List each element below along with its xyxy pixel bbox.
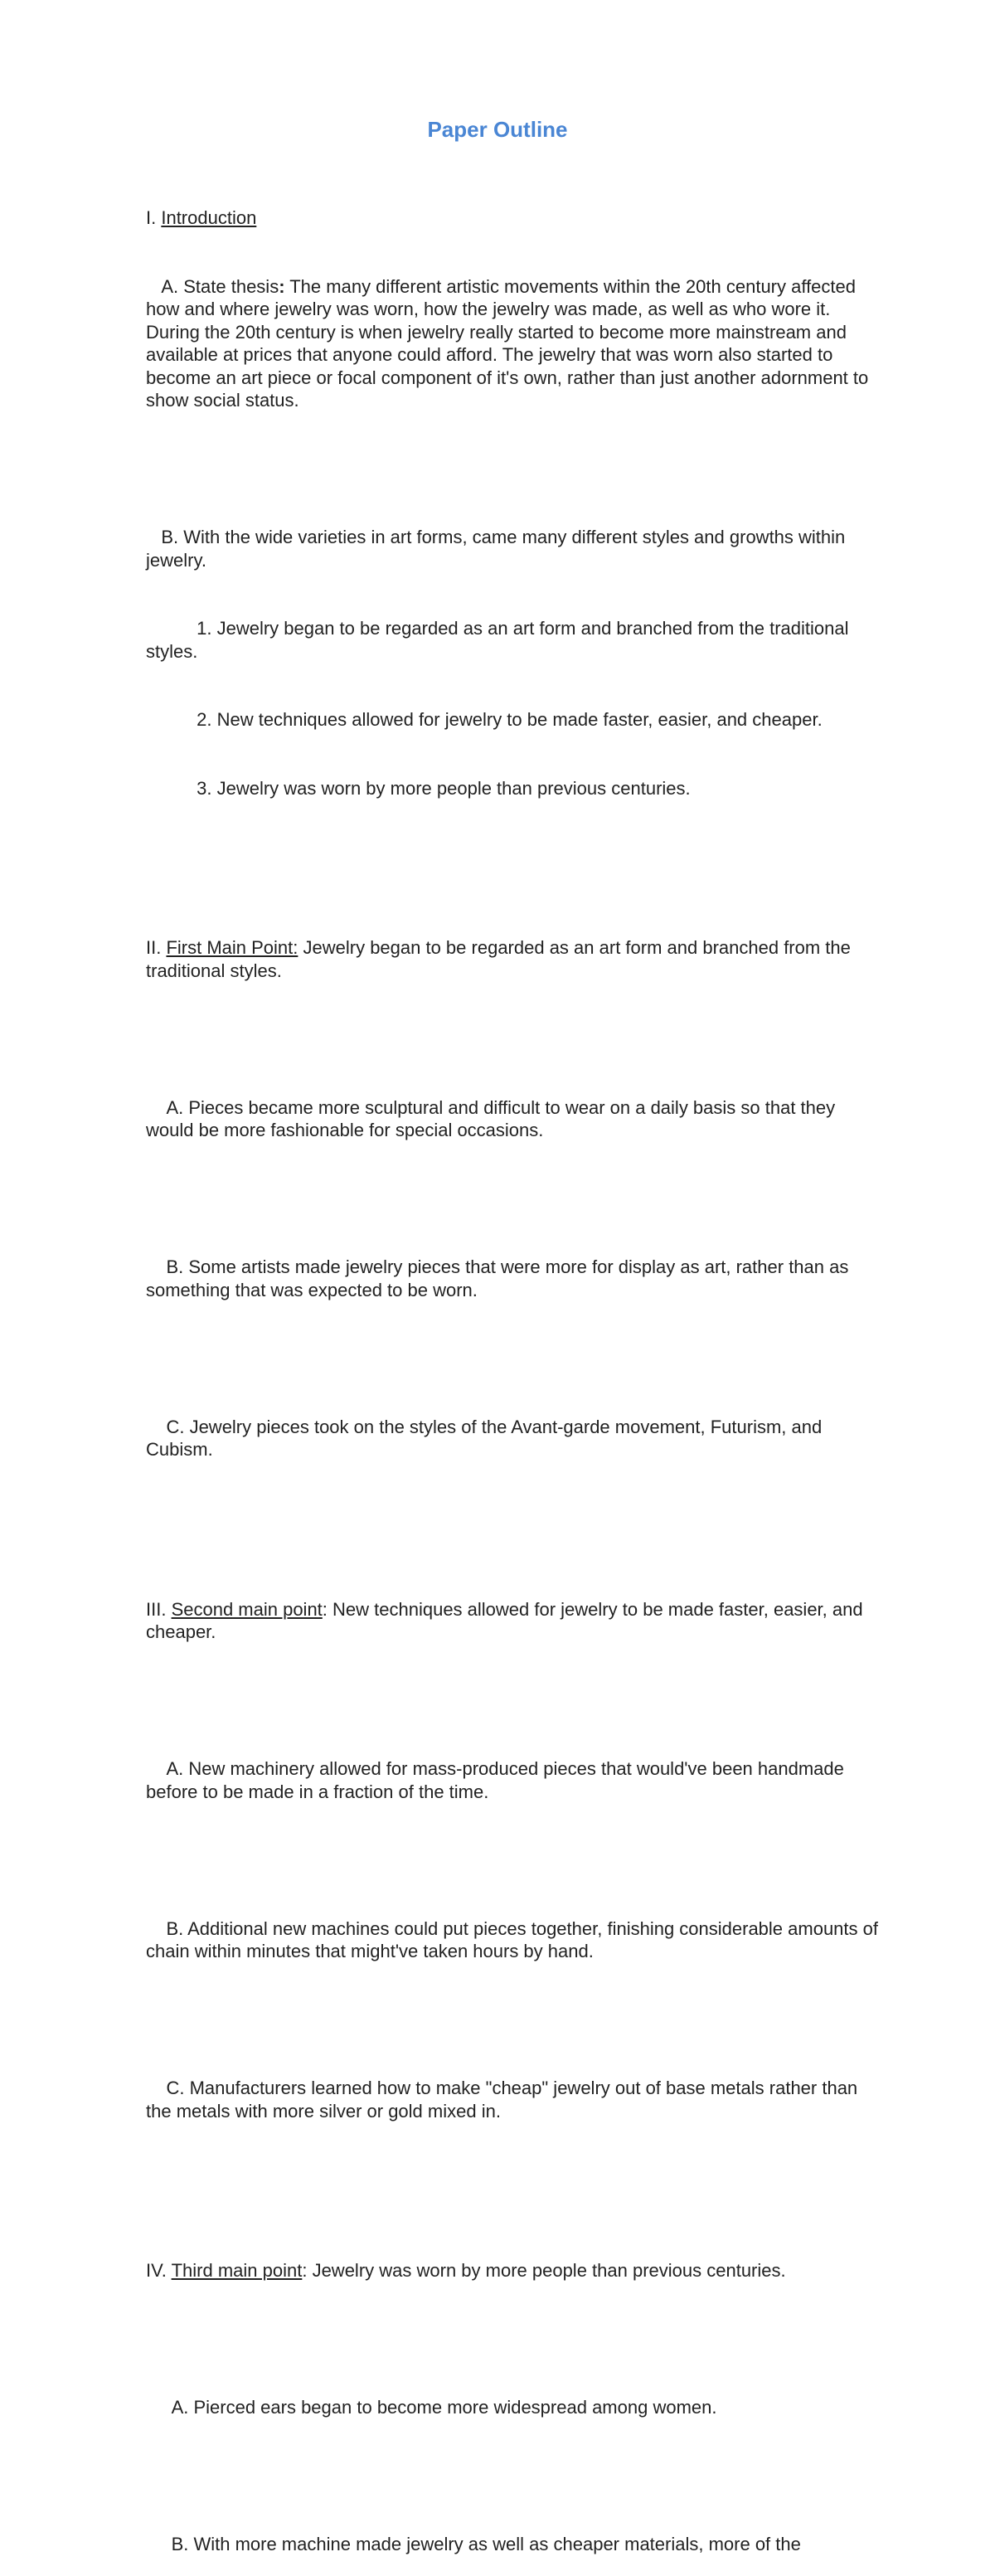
intro-subpoint-3: 3. Jewelry was worn by more people than previous centuries. (146, 777, 691, 799)
section-heading: Introduction (161, 207, 257, 228)
section-numeral: III. (146, 1598, 172, 1620)
point-colon: : (279, 275, 285, 297)
second-point-c: C. Manufacturers learned how to make "cheap" jewelry out of base metals rather than the metals with more silver or gold mixed in. (146, 2078, 863, 2122)
second-point-a: A. New machinery allowed for mass-produced pieces that would've been handmade before to be made in a fraction of the time. (146, 1758, 850, 1802)
intro-point-b: B. With the wide varieties in art forms, came many different styles and growths within jewelry. (146, 527, 851, 571)
first-point-b: B. Some artists made jewelry pieces that were more for display as art, rather than as something that was expected to be worn. (146, 1256, 854, 1300)
section-numeral: I. (146, 207, 162, 228)
intro-subpoint-2: 2. New techniques allowed for jewelry to be made faster, easier, and cheaper. (146, 709, 823, 730)
section-text: : New techniques allowed for jewelry to be made faster, easier, and cheaper. (146, 1598, 868, 1642)
section-text: : Jewelry was worn by more people than previous centuries. (302, 2260, 786, 2281)
first-point-c: C. Jewelry pieces took on the styles of the Avant-garde movement, Futurism, and Cubism. (146, 1416, 828, 1460)
section-first-main-point (146, 936, 884, 982)
point-label: A. State thesis (146, 275, 279, 297)
section-introduction-heading (146, 207, 884, 230)
third-point-a: A. Pierced ears began to become more widespread among women. (146, 2397, 717, 2418)
intro-point-a (146, 275, 884, 412)
section-numeral: IV. (146, 2260, 172, 2281)
intro-subpoint-1: 1. Jewelry began to be regarded as an art form and branched from the traditional styles. (146, 618, 854, 662)
section-second-main-point (146, 1598, 884, 1644)
section-third-main-point (146, 2259, 884, 2282)
section-heading: Second main point (171, 1598, 323, 1620)
section-numeral: II. (146, 937, 167, 958)
page-title: Paper Outline (427, 117, 568, 142)
thesis-text: The many different artistic movements within the 20th century affected how and where jewelry was worn, how the jewelry was made, as well as who wore it. During the 20th century is when jewelry really started to become more mainstream and available at prices that anyone could afford. The jewelry that was worn also started to become an art piece or focal component of it's own, rather than just another adornment to show social status. (146, 275, 874, 411)
section-heading: Third main point (171, 2260, 303, 2281)
third-point-b: B. With more machine made jewelry as well as cheaper materials, more of the (146, 2534, 801, 2554)
section-heading: First Main Point: (166, 937, 298, 958)
section-text: Jewelry began to be regarded as an art form and branched from the traditional styles. (146, 937, 857, 981)
outline-body (146, 161, 884, 2576)
second-point-b: B. Additional new machines could put pieces together, finishing considerable amounts of chain within minutes that might've taken hours by hand. (146, 1917, 884, 1961)
first-point-a: A. Pieces became more sculptural and difficult to wear on a daily basis so that they would be more fashionable for special occasions. (146, 1096, 841, 1140)
